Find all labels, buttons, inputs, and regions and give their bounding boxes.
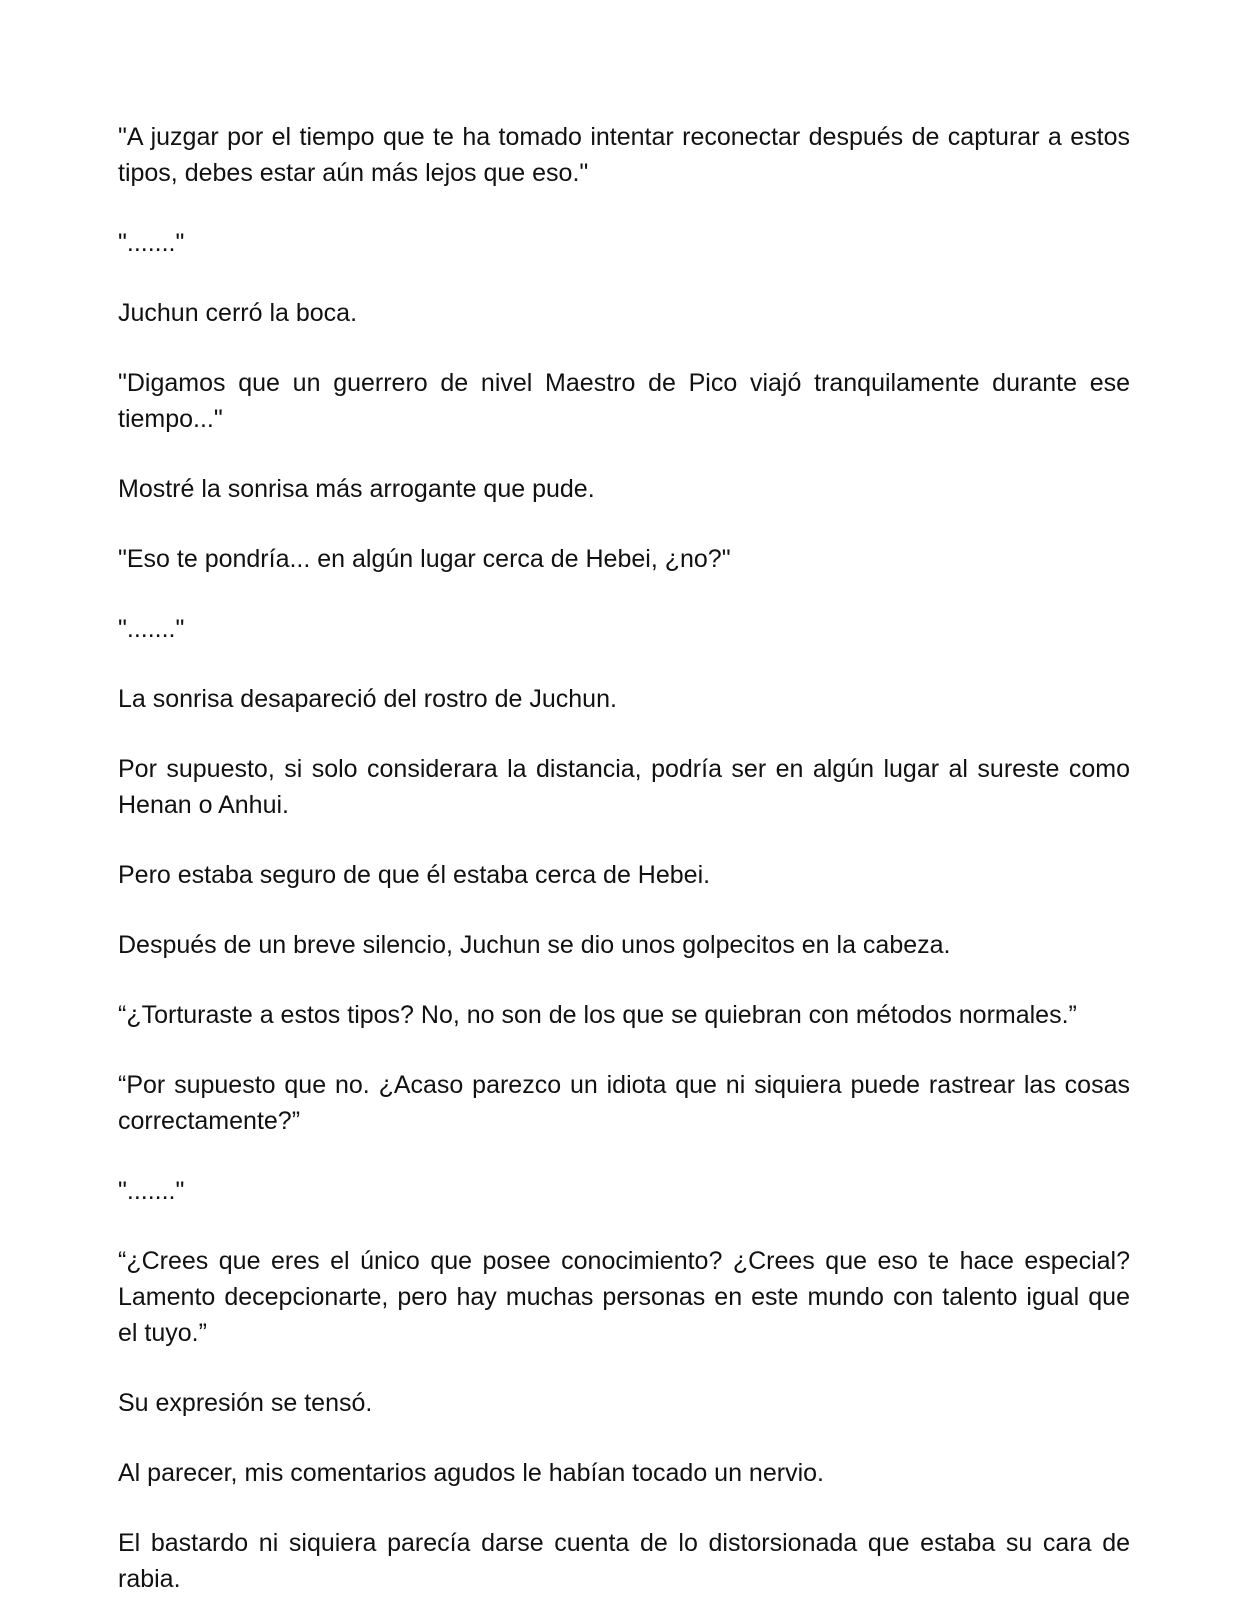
paragraph: Juchun cerró la boca. [118,299,358,327]
paragraph: "......." [118,229,185,257]
paragraph: Por supuesto, si solo considerara la distancia, podría ser en algún lugar al sureste como Henan o Anhui. [118,755,1130,819]
paragraph: "......." [118,1177,185,1205]
paragraph: "A juzgar por el tiempo que te ha tomado intentar reconectar después de capturar a estos tipos, debes estar aún más lejos que eso." [118,123,1130,187]
paragraph: “Por supuesto que no. ¿Acaso parezco un idiota que ni siquiera puede rastrear las cosas correctamente?” [118,1071,1130,1135]
paragraph: "......." [118,615,185,643]
paragraph: Pero estaba seguro de que él estaba cerca de Hebei. [118,861,711,889]
paragraph: Al parecer, mis comentarios agudos le habían tocado un nervio. [118,1459,824,1487]
paragraph: Su expresión se tensó. [118,1389,373,1417]
paragraph: "Eso te pondría... en algún lugar cerca de Hebei, ¿no?" [118,545,731,573]
paragraph: Mostré la sonrisa más arrogante que pude. [118,475,595,503]
document-body [118,119,1130,1597]
paragraph: Después de un breve silencio, Juchun se dio unos golpecitos en la cabeza. [118,931,951,959]
paragraph: “¿Torturaste a estos tipos? No, no son de los que se quiebran con métodos normales.” [118,1001,1077,1029]
paragraph: La sonrisa desapareció del rostro de Juchun. [118,685,617,713]
paragraph: El bastardo ni siquiera parecía darse cuenta de lo distorsionada que estaba su cara de rabia. [118,1529,1130,1593]
paragraph: “¿Crees que eres el único que posee conocimiento? ¿Crees que eso te hace especial? Lamento decepcionarte, pero hay muchas personas en este mundo con talento igual que el tuyo.” [118,1247,1130,1347]
paragraph: "Digamos que un guerrero de nivel Maestro de Pico viajó tranquilamente durante ese tiempo..." [118,369,1130,433]
